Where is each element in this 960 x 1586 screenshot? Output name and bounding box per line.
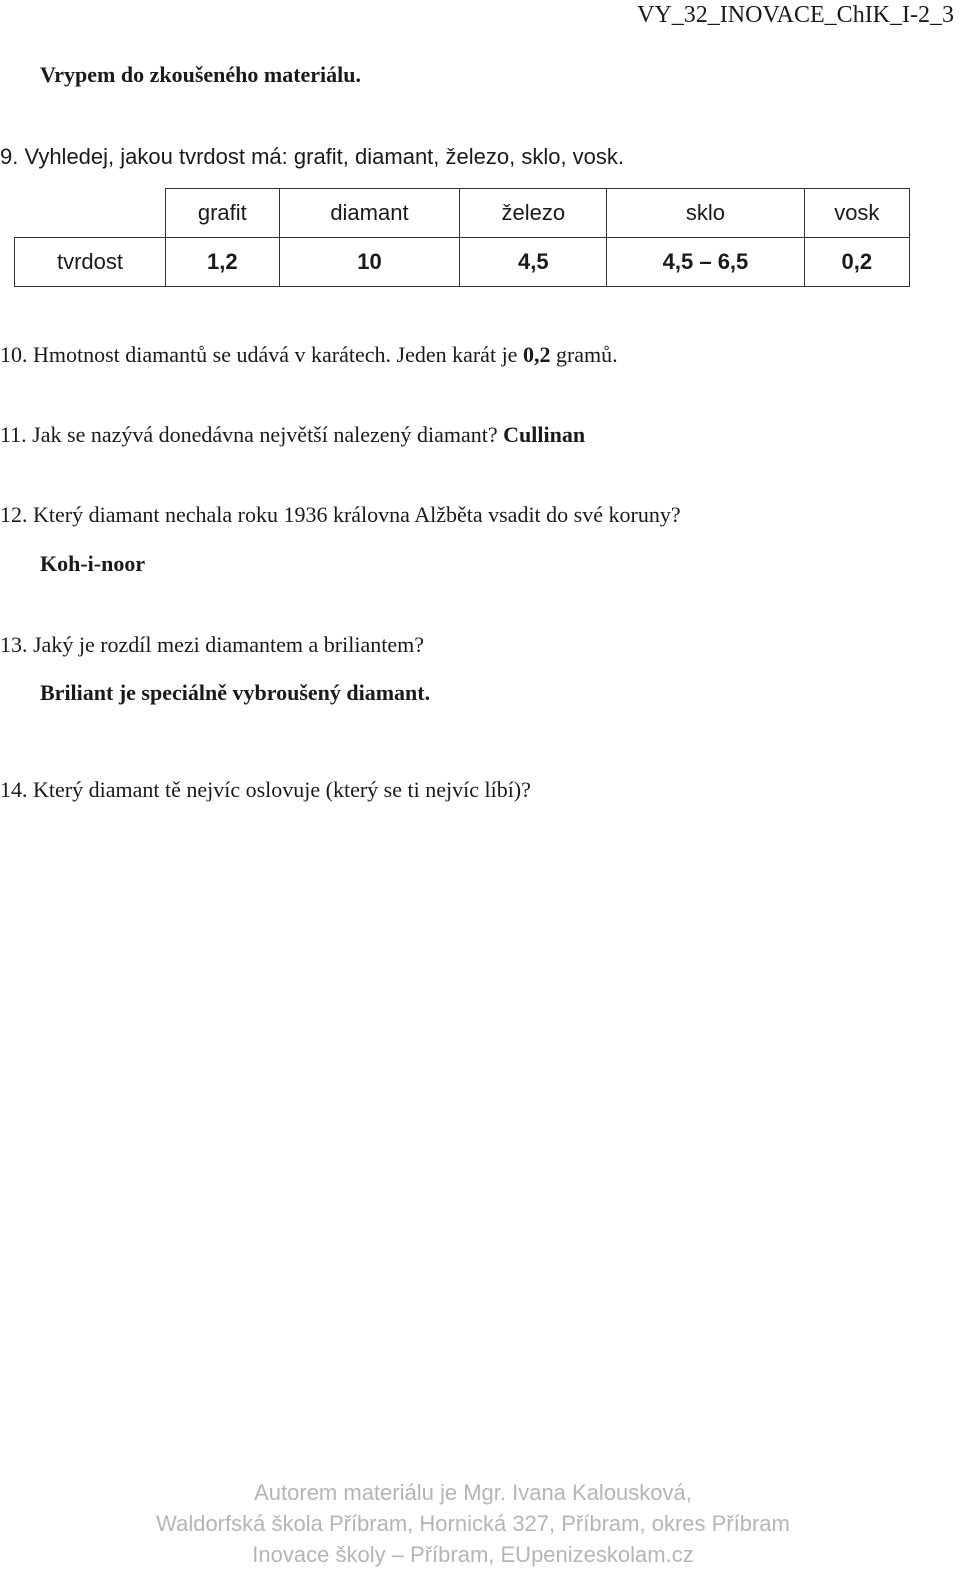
table-cell: 1,2: [166, 238, 280, 287]
table-cell: 0,2: [804, 238, 909, 287]
table-row-label: tvrdost: [15, 238, 166, 287]
table-cell: 4,5: [460, 238, 607, 287]
question-14: 14. Který diamant tě nejvíc oslovuje (který se ti nejvíc líbí)?: [0, 777, 531, 802]
table-corner-cell: [15, 189, 166, 238]
question-13: 13. Jaký je rozdíl mezi diamantem a briliantem?: [0, 632, 424, 657]
table-row: [15, 238, 910, 287]
table-cell: 10: [279, 238, 460, 287]
table-header-cell: železo: [460, 189, 607, 238]
question-10-answer: 0,2: [522, 342, 551, 367]
question-10: [0, 340, 618, 370]
table-header-cell: sklo: [607, 189, 804, 238]
table-header-cell: vosk: [804, 189, 909, 238]
footer-project: Inovace školy – Příbram, EUpenizeskolam.cz: [252, 1542, 694, 1567]
table-header-cell: grafit: [166, 189, 280, 238]
question-10-text: 10. Hmotnost diamantů se udává v karátech. Jeden karát je: [0, 342, 523, 367]
document-code: VY_32_INOVACE_ChIK_I-2_3: [637, 2, 954, 28]
question-13-answer: Briliant je speciálně vybroušený diamant.: [40, 680, 431, 705]
question-12: 12. Který diamant nechala roku 1936 královna Alžběta vsadit do své koruny?: [0, 502, 681, 527]
worksheet-title: Vrypem do zkoušeného materiálu.: [40, 62, 362, 87]
hardness-table: [14, 188, 910, 287]
question-10-suffix: gramů.: [550, 342, 618, 367]
question-11-answer: Cullinan: [503, 422, 586, 447]
question-11-text: 11. Jak se nazývá donedávna největší nalezený diamant?: [0, 422, 504, 447]
table-header-cell: diamant: [279, 189, 460, 238]
table-header-row: [15, 189, 910, 238]
footer-school: Waldorfská škola Příbram, Hornická 327, Příbram, okres Příbram: [156, 1511, 790, 1536]
question-12-answer: Koh-i-noor: [40, 551, 146, 576]
table-cell: 4,5 – 6,5: [607, 238, 804, 287]
question-11: [0, 420, 585, 450]
question-9: 9. Vyhledej, jakou tvrdost má: grafit, diamant, železo, sklo, vosk.: [0, 144, 625, 169]
footer-author: Autorem materiálu je Mgr. Ivana Kalousková,: [254, 1480, 692, 1505]
